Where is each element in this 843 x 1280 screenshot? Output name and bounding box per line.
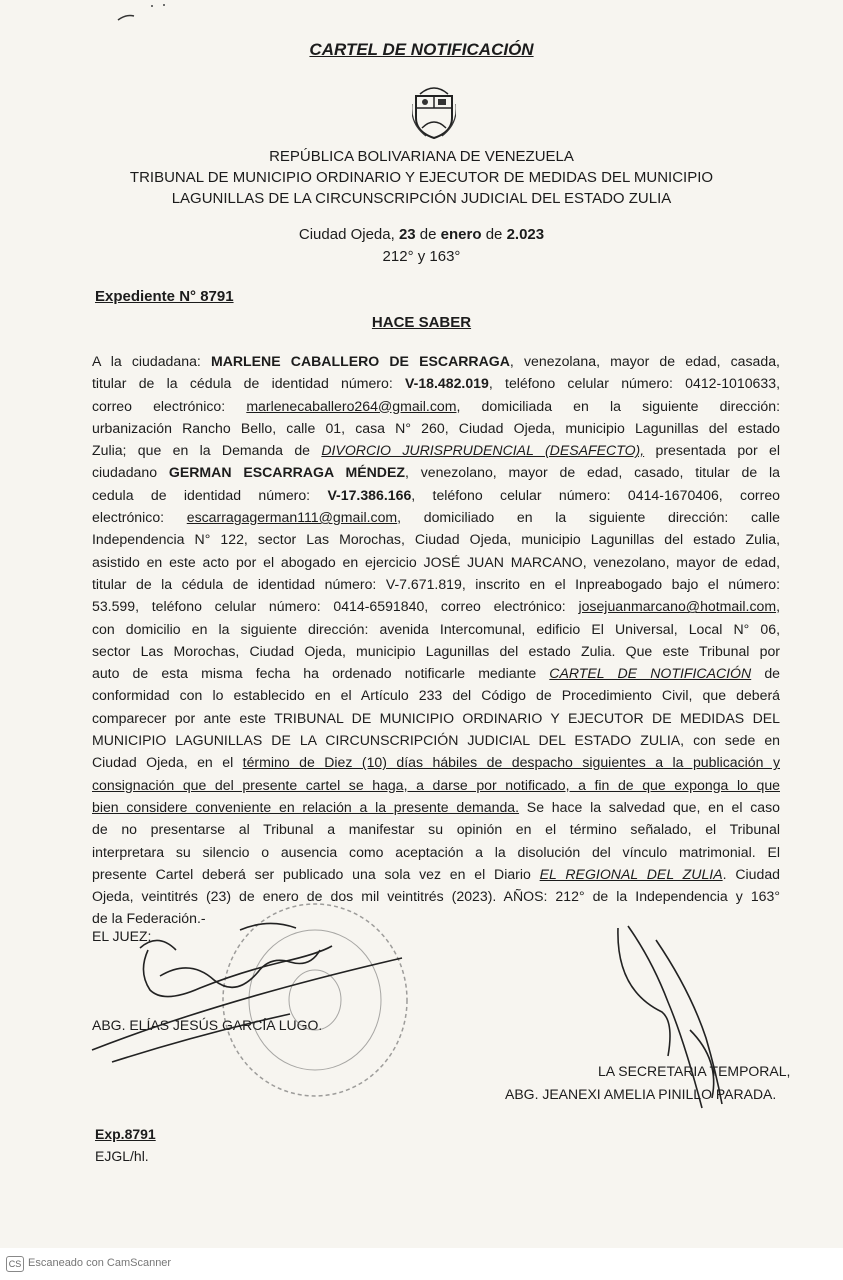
case-type: DIVORCIO JURISPRUDENCIAL (DESAFECTO), — [321, 442, 645, 459]
plaintiff-id: V-17.386.166 — [327, 486, 412, 503]
date-sep-1: de — [415, 226, 441, 243]
body-line: Independencia N° 122, sector Las Morochas, Ciudad Ojeda, municipio Lagunillas del estado Zulia, — [92, 531, 780, 548]
body-line: titular de la cédula de identidad número: V-7.671.819, inscrito en el Inpreabogado bajo el número: — [92, 575, 780, 592]
text: Se hace la salvedad que, en el caso — [519, 798, 780, 815]
term-clause-end: bien considere conveniente en relación a la presente demanda. — [92, 798, 520, 815]
text: titular de la cédula de identidad número: — [92, 375, 405, 392]
text: , — [776, 598, 780, 615]
date-year: 2.023 — [506, 226, 545, 243]
text: cedula de identidad número: — [92, 486, 328, 503]
judge-name: ABG. ELÍAS JESÚS GARCÍA LUGO. — [92, 1017, 323, 1033]
term-clause: término de Diez (10) días hábiles de despacho siguientes a la publicación y — [242, 754, 780, 771]
text: 53.599, teléfono celular número: 0414-6591840, correo electrónico: — [92, 598, 579, 615]
body-line: comparecer por ante este TRIBUNAL DE MUNICIPIO ORDINARIO Y EJECUTOR DE MEDIDAS DEL — [92, 709, 780, 726]
text: presente Cartel deberá ser publicado una sola vez en el Diario — [92, 865, 540, 882]
text: Ciudad Ojeda, en el — [92, 754, 243, 771]
plaintiff-email: escarragagerman111@gmail.com — [186, 509, 398, 526]
text: , domiciliado en la siguiente dirección: calle — [397, 509, 780, 526]
lawyer-email: josejuanmarcano@hotmail.com — [578, 598, 777, 615]
date-month: enero — [440, 226, 482, 243]
defendant-id: V-18.482.019 — [405, 375, 489, 392]
text: , teléfono celular número: 0414-1670406, correo — [411, 486, 780, 503]
body-line: urbanización Rancho Bello, calle 01, casa N° 260, Ciudad Ojeda, municipio Lagunillas del estado — [92, 419, 780, 436]
defendant-email: marlenecaballero264@gmail.com — [246, 397, 457, 414]
text: , teléfono celular número: 0412-1010633, — [488, 375, 780, 392]
body-line: Ojeda, veintitrés (23) de enero de dos mil veintitrés (2023). AÑOS: 212° de la Independencia y 163° — [92, 888, 780, 905]
body-line: conformidad con lo establecido en el Artículo 233 del Código de Procedimiento Civil, que deberá — [92, 687, 780, 704]
text: , venezolano, mayor de edad, casado, titular de la — [404, 464, 780, 481]
header-line-3: LAGUNILLAS DE LA CIRCUNSCRIPCIÓN JUDICIAL DEL ESTADO ZULIA — [171, 190, 672, 207]
text: Zulia; que en la Demanda de — [92, 442, 322, 459]
camscanner-watermark: Escaneado con CamScanner — [28, 1257, 172, 1269]
text: presentada por el — [644, 442, 780, 459]
plaintiff-name: GERMAN ESCARRAGA MÉNDEZ — [168, 464, 405, 481]
body-line: asistido en este acto por el abogado en ejercicio JOSÉ JUAN MARCANO, venezolano, mayor de edad, — [92, 553, 780, 570]
date-sep-2: de — [481, 226, 507, 243]
document-title: CARTEL DE NOTIFICACIÓN — [309, 40, 534, 59]
expediente-number: Expediente N° 8791 — [95, 288, 234, 305]
text: A la ciudadana: — [92, 353, 211, 369]
date-city: Ciudad Ojeda, — [298, 226, 399, 243]
text: . Ciudad — [722, 865, 780, 882]
expediente-footer: Exp.8791 — [95, 1126, 156, 1142]
text: , venezolana, mayor de edad, casada, — [509, 353, 780, 369]
body-line: interpretara su silencio o ausencia como aceptación a la disolución del vínculo matrimonial. El — [92, 843, 780, 860]
body-line: MUNICIPIO LAGUNILLAS DE LA CIRCUNSCRIPCIÓN JUDICIAL DEL ESTADO ZULIA, con sede en — [92, 732, 780, 749]
body-line: sector Las Morochas, Ciudad Ojeda, municipio Lagunillas del estado Zulia. Que este Tribunal por — [92, 642, 780, 659]
hace-saber-heading: HACE SABER — [371, 314, 472, 331]
camscanner-logo-icon: CS — [6, 1256, 24, 1272]
body-line: con domicilio en la siguiente dirección: avenida Intercomunal, edificio El Universal, Local N° 06, — [92, 620, 780, 637]
text: electrónico: — [92, 509, 187, 526]
date-years: 212° y 163° — [382, 248, 461, 265]
secretary-signature-icon — [618, 926, 722, 1108]
court-seal-icon — [223, 904, 407, 1096]
secretary-title: LA SECRETARIA TEMPORAL, — [598, 1063, 791, 1079]
header-line-2: TRIBUNAL DE MUNICIPIO ORDINARIO Y EJECUTOR DE MEDIDAS DEL MUNICIPIO — [129, 169, 714, 186]
body-line: de no presentarse al Tribunal a manifestar su opinión en el término señalado, el Tribunal — [92, 821, 780, 838]
defendant-name: MARLENE CABALLERO DE ESCARRAGA — [210, 353, 510, 369]
cartel-reference: CARTEL DE NOTIFICACIÓN — [549, 665, 752, 682]
text: ciudadano — [92, 464, 169, 481]
secretary-name: ABG. JEANEXI AMELIA PINILLO PARADA. — [505, 1086, 777, 1102]
body-line: de la Federación.- — [92, 910, 206, 927]
newspaper-name: EL REGIONAL DEL ZULIA — [539, 865, 723, 882]
text: , domiciliada en la siguiente dirección: — [456, 397, 780, 414]
date-day: 23 — [398, 226, 416, 243]
initials: EJGL/hl. — [95, 1148, 149, 1164]
body-line: consignación que del presente cartel se haga, a darse por notificado, a fin de que exponga lo que — [92, 776, 780, 793]
text: correo electrónico: — [92, 397, 247, 414]
text: auto de esta misma fecha ha ordenado notificarle mediante — [92, 665, 550, 682]
header-line-1: REPÚBLICA BOLIVARIANA DE VENEZUELA — [269, 148, 574, 165]
judge-label: EL JUEZ; — [92, 928, 152, 944]
text: de — [751, 665, 780, 682]
